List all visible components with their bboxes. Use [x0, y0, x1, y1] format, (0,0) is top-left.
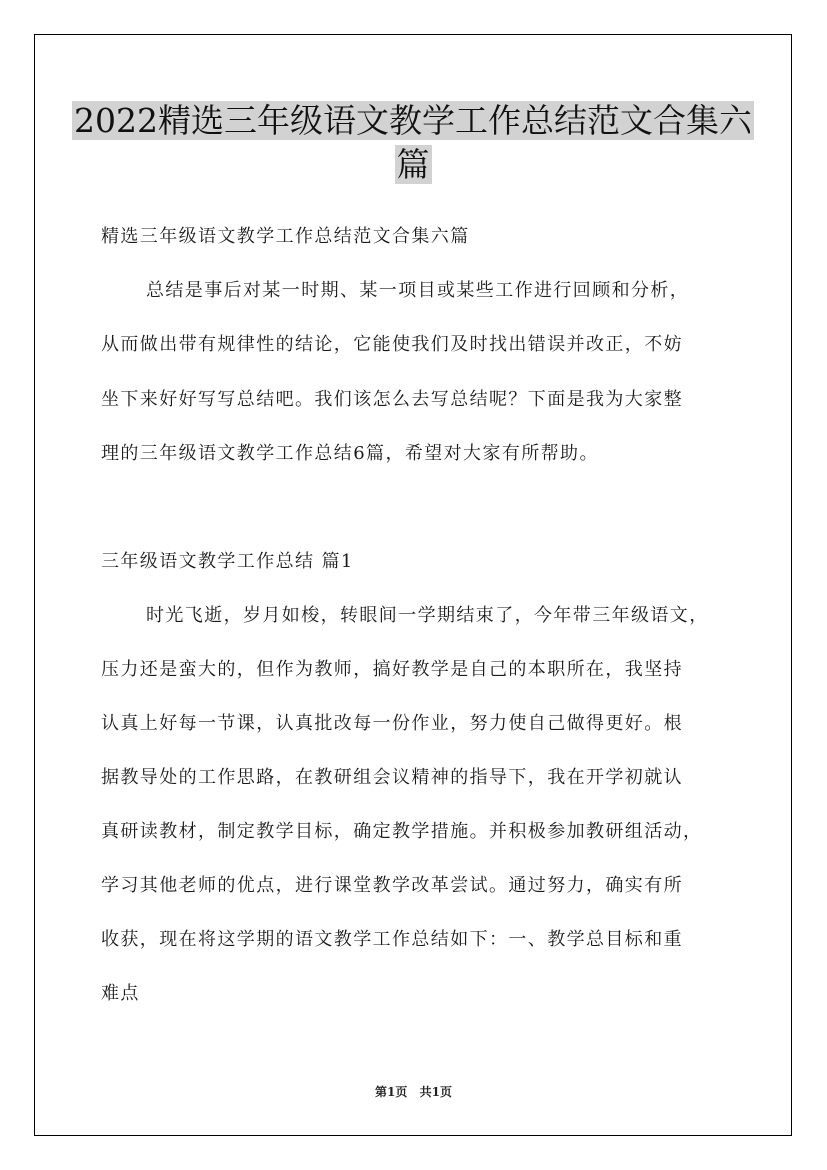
intro-line: 总结是事后对某一时期、某一项目或某些工作进行回顾和分析，	[146, 280, 690, 301]
page-number: 第1页	[375, 1085, 408, 1099]
body-line: 据教导处的工作思路，在教研组会议精神的指导下，我在开学初就认	[101, 767, 683, 788]
intro-line: 理的三年级语文教学工作总结6篇，希望对大家有所帮助。	[101, 443, 599, 464]
page-footer	[0, 1083, 827, 1100]
body-line: 压力还是蛮大的，但作为教师，搞好教学是自己的本职所在，我坚持	[101, 659, 683, 680]
document-title-line-2: 篇	[396, 145, 430, 184]
document-title-continued	[60, 140, 766, 190]
intro-line: 坐下来好好写写总结吧。我们该怎么去写总结呢？下面是我为大家整	[101, 389, 683, 410]
document-subtitle: 精选三年级语文教学工作总结范文合集六篇	[101, 226, 470, 247]
page-border	[34, 34, 792, 1136]
body-line: 收获，现在将这学期的语文教学工作总结如下：一、教学总目标和重	[101, 929, 683, 950]
body-line: 认真上好每一节课，认真批改每一份作业，努力使自己做得更好。根	[101, 713, 683, 734]
document-title	[60, 96, 766, 146]
body-line: 难点	[101, 983, 140, 1004]
page-total: 共1页	[419, 1085, 452, 1099]
document-title-line-1: 2022精选三年级语文教学工作总结范文合集六	[74, 101, 752, 140]
body-line: 时光飞逝，岁月如梭，转眼间一学期结束了，今年带三年级语文，	[146, 605, 709, 626]
body-line: 真研读教材，制定教学目标，确定教学措施。并积极参加教研组活动，	[101, 821, 703, 842]
section-heading: 三年级语文教学工作总结 篇1	[101, 551, 354, 572]
body-line: 学习其他老师的优点，进行课堂教学改革尝试。通过努力，确实有所	[101, 875, 683, 896]
intro-line: 从而做出带有规律性的结论，它能使我们及时找出错误并改正，不妨	[101, 334, 683, 355]
